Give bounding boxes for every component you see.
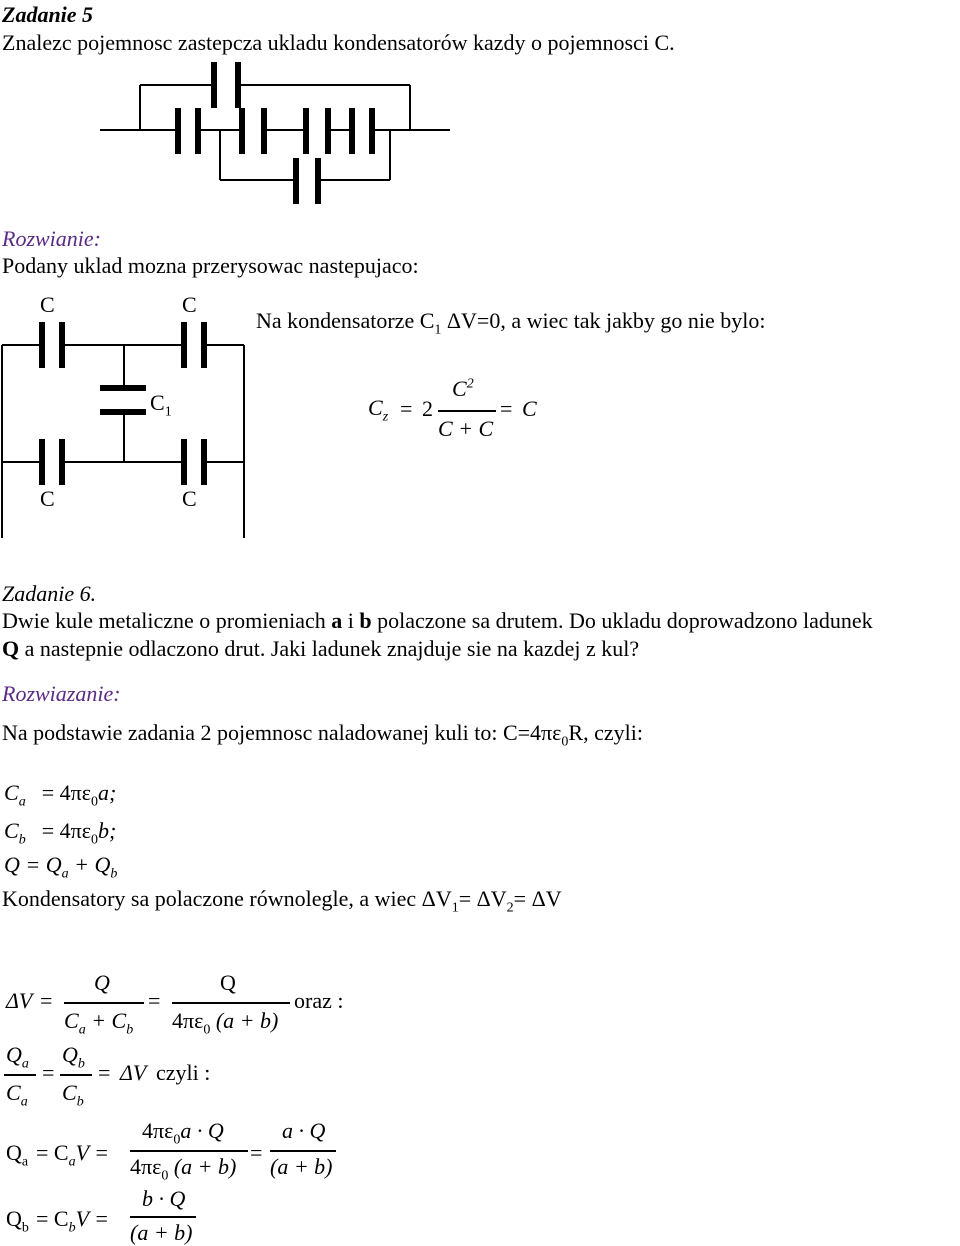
task6-heading: Zadanie 6. (2, 581, 97, 606)
equation-ca: $C_a = 4\pi\varepsilon_0a$; (4, 780, 117, 810)
label-c-top-right: C (182, 292, 197, 317)
task5-statement: Znalezc pojemnosc zastepcza ukladu kondensatorów kazdy o pojemnosci C. (2, 30, 675, 55)
solution6-line-a: Na podstawie zadania 2 pojemnosc naladowanej kuli to: $C=4\pi\varepsilon_0R$, czyli: (2, 720, 643, 750)
label-c-top-left: C (40, 292, 55, 317)
task5-heading: Zadanie 5 (2, 2, 94, 27)
solution5-note: Na kondensatorze $C_1$ ΔV=0, a wiec tak jakby go nie bylo: (256, 308, 766, 338)
label-c-bottom-left: C (40, 486, 55, 511)
solution5-intro: Podany uklad mozna przerysowac nastepujaco: (2, 253, 419, 278)
label-c1: $C_1$ (150, 390, 172, 420)
task6-line1: Dwie kule metaliczne o promieniach a i b polaczone sa drutem. Do ukladu doprowadzono ladunek (2, 608, 873, 633)
equation-cb: $C_b = 4\pi\varepsilon_0b$; (4, 818, 117, 848)
label-c-bottom-right: C (182, 486, 197, 511)
task6-line2: Q a nastepnie odlaczono drut. Jaki ladunek znajduje sie na kazdej z kul? (2, 636, 640, 661)
equation-q: $Q = Q_a + Q_b$ (4, 852, 118, 882)
solution5-heading: Rozwianie: (2, 226, 101, 251)
solution6-heading: Rozwiazanie: (2, 681, 121, 706)
parallel-statement: Kondensatory sa polaczone równolegle, a wiec $\Delta V_1= \Delta V_2= \Delta V$ (2, 886, 562, 916)
